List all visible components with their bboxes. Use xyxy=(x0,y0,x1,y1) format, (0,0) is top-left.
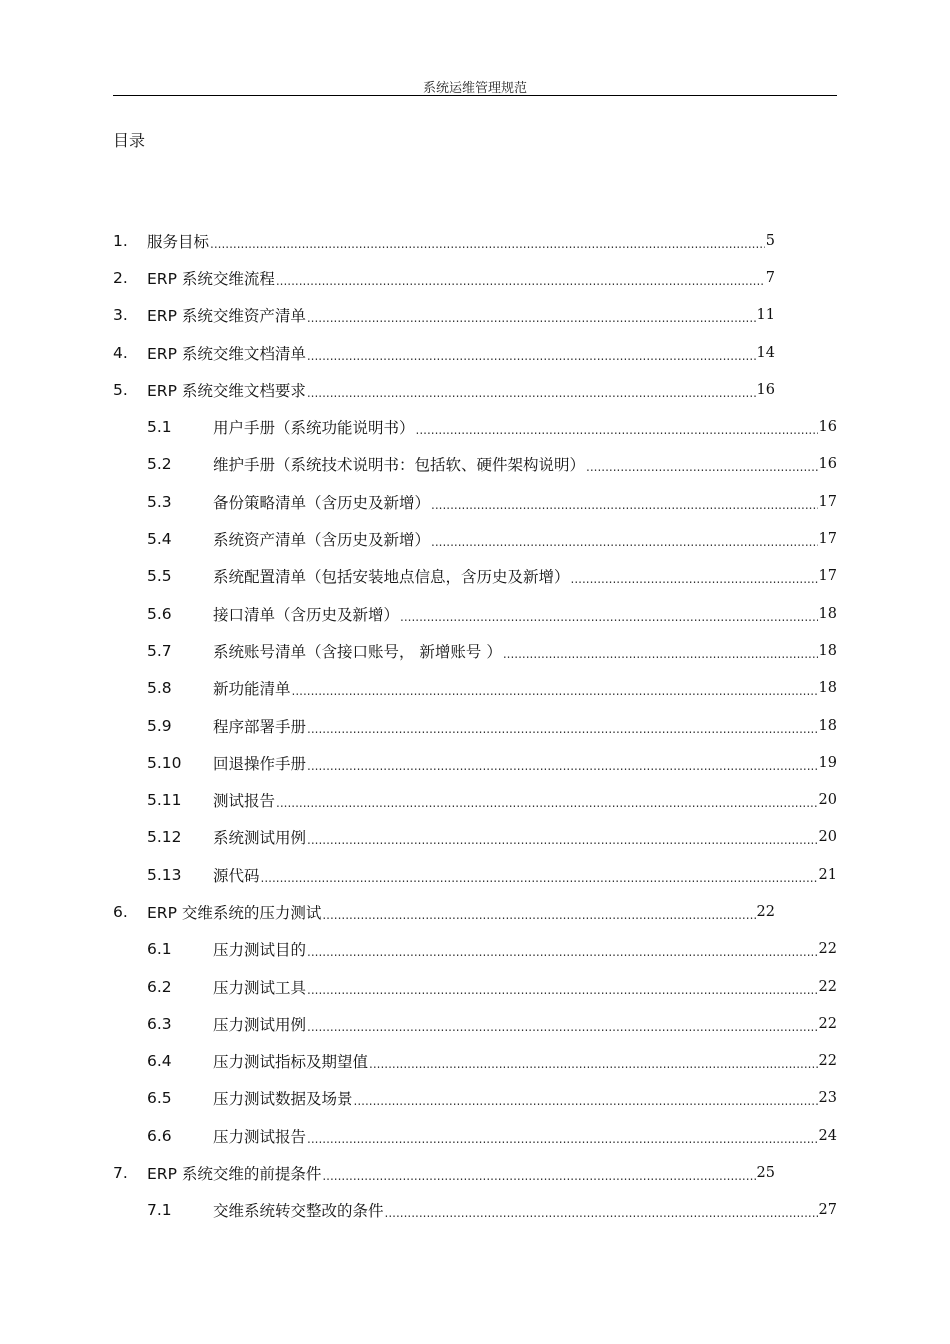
toc-entry-number: 5.8 xyxy=(147,679,172,698)
toc-entry[interactable] xyxy=(113,707,837,744)
toc-entry[interactable] xyxy=(113,1080,837,1117)
toc-dot-leader xyxy=(416,423,818,437)
toc-entry-title[interactable]: 系统资产清单（含历史及新增） xyxy=(213,531,431,550)
toc-entry-number: 5.2 xyxy=(147,455,172,474)
toc-entry-page-number: 17 xyxy=(818,568,837,585)
toc-entry[interactable] xyxy=(113,632,837,669)
toc-entry[interactable] xyxy=(113,520,837,557)
toc-entry-page-number: 20 xyxy=(818,829,837,846)
toc-entry-page-number: 11 xyxy=(756,307,775,324)
toc-entry-title[interactable]: ERP 系统交维的前提条件 xyxy=(147,1165,322,1184)
toc-dot-leader xyxy=(261,871,818,885)
toc-entry-title[interactable]: 用户手册（系统功能说明书） xyxy=(213,419,415,438)
toc-entry-number: 5.12 xyxy=(147,828,182,847)
toc-entry[interactable] xyxy=(113,781,837,818)
toc-entry-number: 6.4 xyxy=(147,1052,172,1071)
toc-entry-page-number: 18 xyxy=(818,717,837,734)
toc-dot-leader xyxy=(307,1020,818,1034)
toc-entry[interactable] xyxy=(113,856,837,893)
toc-dot-leader xyxy=(307,983,818,997)
toc-entry-number: 3. xyxy=(113,306,128,325)
toc-entry-page-number: 19 xyxy=(818,754,837,771)
toc-entry-number: 5. xyxy=(113,380,128,399)
toc-entry-page-number: 23 xyxy=(818,1090,837,1107)
toc-entry[interactable] xyxy=(113,931,837,968)
toc-entry-title[interactable]: 程序部署手册 xyxy=(213,717,307,736)
toc-entry-title[interactable]: 新功能清单 xyxy=(213,680,291,699)
toc-entry[interactable] xyxy=(113,558,837,595)
toc-entry-page-number: 22 xyxy=(818,978,837,995)
toc-entry-page-number: 24 xyxy=(818,1127,837,1144)
toc-entry-number: 5.10 xyxy=(147,753,182,772)
toc-entry-number: 5.5 xyxy=(147,567,172,586)
toc-dot-leader xyxy=(307,759,818,773)
toc-entry-title[interactable]: 压力测试工具 xyxy=(213,978,307,997)
toc-entry[interactable] xyxy=(113,819,837,856)
toc-entry[interactable] xyxy=(113,968,837,1005)
toc-entry[interactable] xyxy=(113,1154,775,1191)
toc-entry-title[interactable]: 压力测试报告 xyxy=(213,1127,307,1146)
toc-dot-leader xyxy=(307,1132,818,1146)
toc-entry-title[interactable]: ERP 系统交维资产清单 xyxy=(147,307,306,326)
toc-dot-leader xyxy=(276,796,818,810)
toc-entry[interactable] xyxy=(113,670,837,707)
toc-entry-title[interactable]: 压力测试指标及期望值 xyxy=(213,1053,369,1072)
toc-entry-number: 6.5 xyxy=(147,1089,172,1108)
toc-dot-leader xyxy=(307,833,818,847)
toc-dot-leader xyxy=(369,1057,818,1071)
toc-entry-page-number: 18 xyxy=(818,642,837,659)
toc-entry-title[interactable]: 源代码 xyxy=(213,866,260,885)
toc-dot-leader xyxy=(292,684,818,698)
toc-entry-page-number: 17 xyxy=(818,531,837,548)
toc-entry-title[interactable]: 系统测试用例 xyxy=(213,829,307,848)
toc-dot-leader xyxy=(307,722,818,736)
toc-entry-page-number: 5 xyxy=(765,232,775,249)
toc-entry-number: 1. xyxy=(113,231,128,250)
toc-entry-page-number: 16 xyxy=(818,419,837,436)
toc-entry[interactable] xyxy=(113,1005,837,1042)
toc-entry-number: 5.6 xyxy=(147,604,172,623)
toc-entry-title[interactable]: 压力测试数据及场景 xyxy=(213,1090,353,1109)
toc-dot-leader xyxy=(322,1169,755,1183)
toc-entry-number: 5.9 xyxy=(147,716,172,735)
toc-entry-number: 6.1 xyxy=(147,940,172,959)
toc-dot-leader xyxy=(307,311,756,325)
toc-dot-leader xyxy=(571,572,818,586)
toc-entry-number: 5.13 xyxy=(147,865,182,884)
toc-entry[interactable] xyxy=(113,744,837,781)
toc-entry-number: 7.1 xyxy=(147,1201,172,1220)
header-rule xyxy=(113,95,837,96)
toc-entry-title[interactable]: ERP 交维系统的压力测试 xyxy=(147,903,322,922)
toc-entry-title[interactable]: 维护手册（系统技术说明书：包括软、硬件架构说明） xyxy=(213,456,586,475)
toc-entry-page-number: 16 xyxy=(818,456,837,473)
toc-entry-number: 5.11 xyxy=(147,791,182,810)
toc-entry[interactable] xyxy=(113,1043,837,1080)
toc-entry-number: 7. xyxy=(113,1164,128,1183)
toc-entry-title[interactable]: 压力测试用例 xyxy=(213,1015,307,1034)
toc-entry[interactable] xyxy=(113,483,837,520)
toc-dot-leader xyxy=(307,349,756,363)
toc-dot-leader xyxy=(586,460,818,474)
toc-entry-page-number: 20 xyxy=(818,792,837,809)
toc-entry[interactable] xyxy=(113,259,775,296)
toc-entry-page-number: 7 xyxy=(765,269,775,286)
toc-entry-title[interactable]: 系统账号清单（含接口账号， 新增账号 ） xyxy=(213,642,502,661)
toc-entry-number: 5.7 xyxy=(147,641,172,660)
toc-entry[interactable] xyxy=(113,595,837,632)
toc-entry[interactable] xyxy=(113,1192,837,1229)
toc-entry-page-number: 16 xyxy=(756,381,775,398)
toc-entry[interactable] xyxy=(113,371,775,408)
toc-entry-page-number: 25 xyxy=(756,1165,775,1182)
toc-dot-leader xyxy=(322,908,755,922)
toc-entry-title[interactable]: ERP 系统交维流程 xyxy=(147,269,275,288)
toc-entry-page-number: 22 xyxy=(818,941,837,958)
toc-entry-title[interactable]: 备份策略清单（含历史及新增） xyxy=(213,493,431,512)
toc-entry-number: 5.3 xyxy=(147,492,172,511)
toc-entry[interactable] xyxy=(113,408,837,445)
toc-entry-page-number: 18 xyxy=(818,605,837,622)
toc-dot-leader xyxy=(210,237,765,251)
toc-dot-leader xyxy=(307,945,818,959)
toc-entry-number: 5.1 xyxy=(147,418,172,437)
toc-dot-leader xyxy=(307,386,756,400)
toc-dot-leader xyxy=(431,498,818,512)
toc-entry-title[interactable]: 系统配置清单（包括安装地点信息，含历史及新增） xyxy=(213,568,570,587)
toc-entry-number: 2. xyxy=(113,268,128,287)
table-of-contents xyxy=(113,222,837,1229)
toc-entry-number: 5.4 xyxy=(147,530,172,549)
toc-entry-page-number: 27 xyxy=(818,1202,837,1219)
toc-entry-title[interactable]: 接口清单（含历史及新增） xyxy=(213,605,400,624)
toc-entry-title[interactable]: 压力测试目的 xyxy=(213,941,307,960)
toc-dot-leader xyxy=(385,1206,818,1220)
toc-dot-leader xyxy=(276,274,765,288)
toc-entry-number: 6.6 xyxy=(147,1126,172,1145)
toc-entry[interactable] xyxy=(113,334,775,371)
toc-entry[interactable] xyxy=(113,1117,837,1154)
toc-entry-number: 6.2 xyxy=(147,977,172,996)
toc-entry-title[interactable]: ERP 系统交维文档要求 xyxy=(147,381,306,400)
toc-entry-page-number: 22 xyxy=(818,1053,837,1070)
toc-entry-page-number: 14 xyxy=(756,344,775,361)
toc-entry-number: 6. xyxy=(113,902,128,921)
toc-dot-leader xyxy=(431,535,818,549)
toc-dot-leader xyxy=(400,610,818,624)
toc-entry-page-number: 18 xyxy=(818,680,837,697)
toc-entry-page-number: 21 xyxy=(818,866,837,883)
page-header-title: 系统运维管理规范 xyxy=(422,81,527,96)
toc-entry-title[interactable]: 服务目标 xyxy=(147,232,210,251)
toc-dot-leader xyxy=(354,1094,818,1108)
toc-entry-page-number: 22 xyxy=(756,903,775,920)
toc-entry-page-number: 22 xyxy=(818,1015,837,1032)
toc-entry[interactable] xyxy=(113,446,837,483)
toc-entry[interactable] xyxy=(113,893,775,930)
toc-entry-title[interactable]: 测试报告 xyxy=(213,792,276,811)
toc-entry-number: 6.3 xyxy=(147,1014,172,1033)
toc-entry[interactable] xyxy=(113,297,775,334)
toc-entry-number: 4. xyxy=(113,343,128,362)
toc-entry-page-number: 17 xyxy=(818,493,837,510)
toc-entry[interactable] xyxy=(113,222,775,259)
toc-entry-title[interactable]: 交维系统转交整改的条件 xyxy=(213,1202,384,1221)
toc-entry-title[interactable]: ERP 系统交维文档清单 xyxy=(147,344,306,363)
toc-entry-title[interactable]: 回退操作手册 xyxy=(213,754,307,773)
toc-heading: 目录 xyxy=(113,131,146,150)
toc-dot-leader xyxy=(503,647,818,661)
